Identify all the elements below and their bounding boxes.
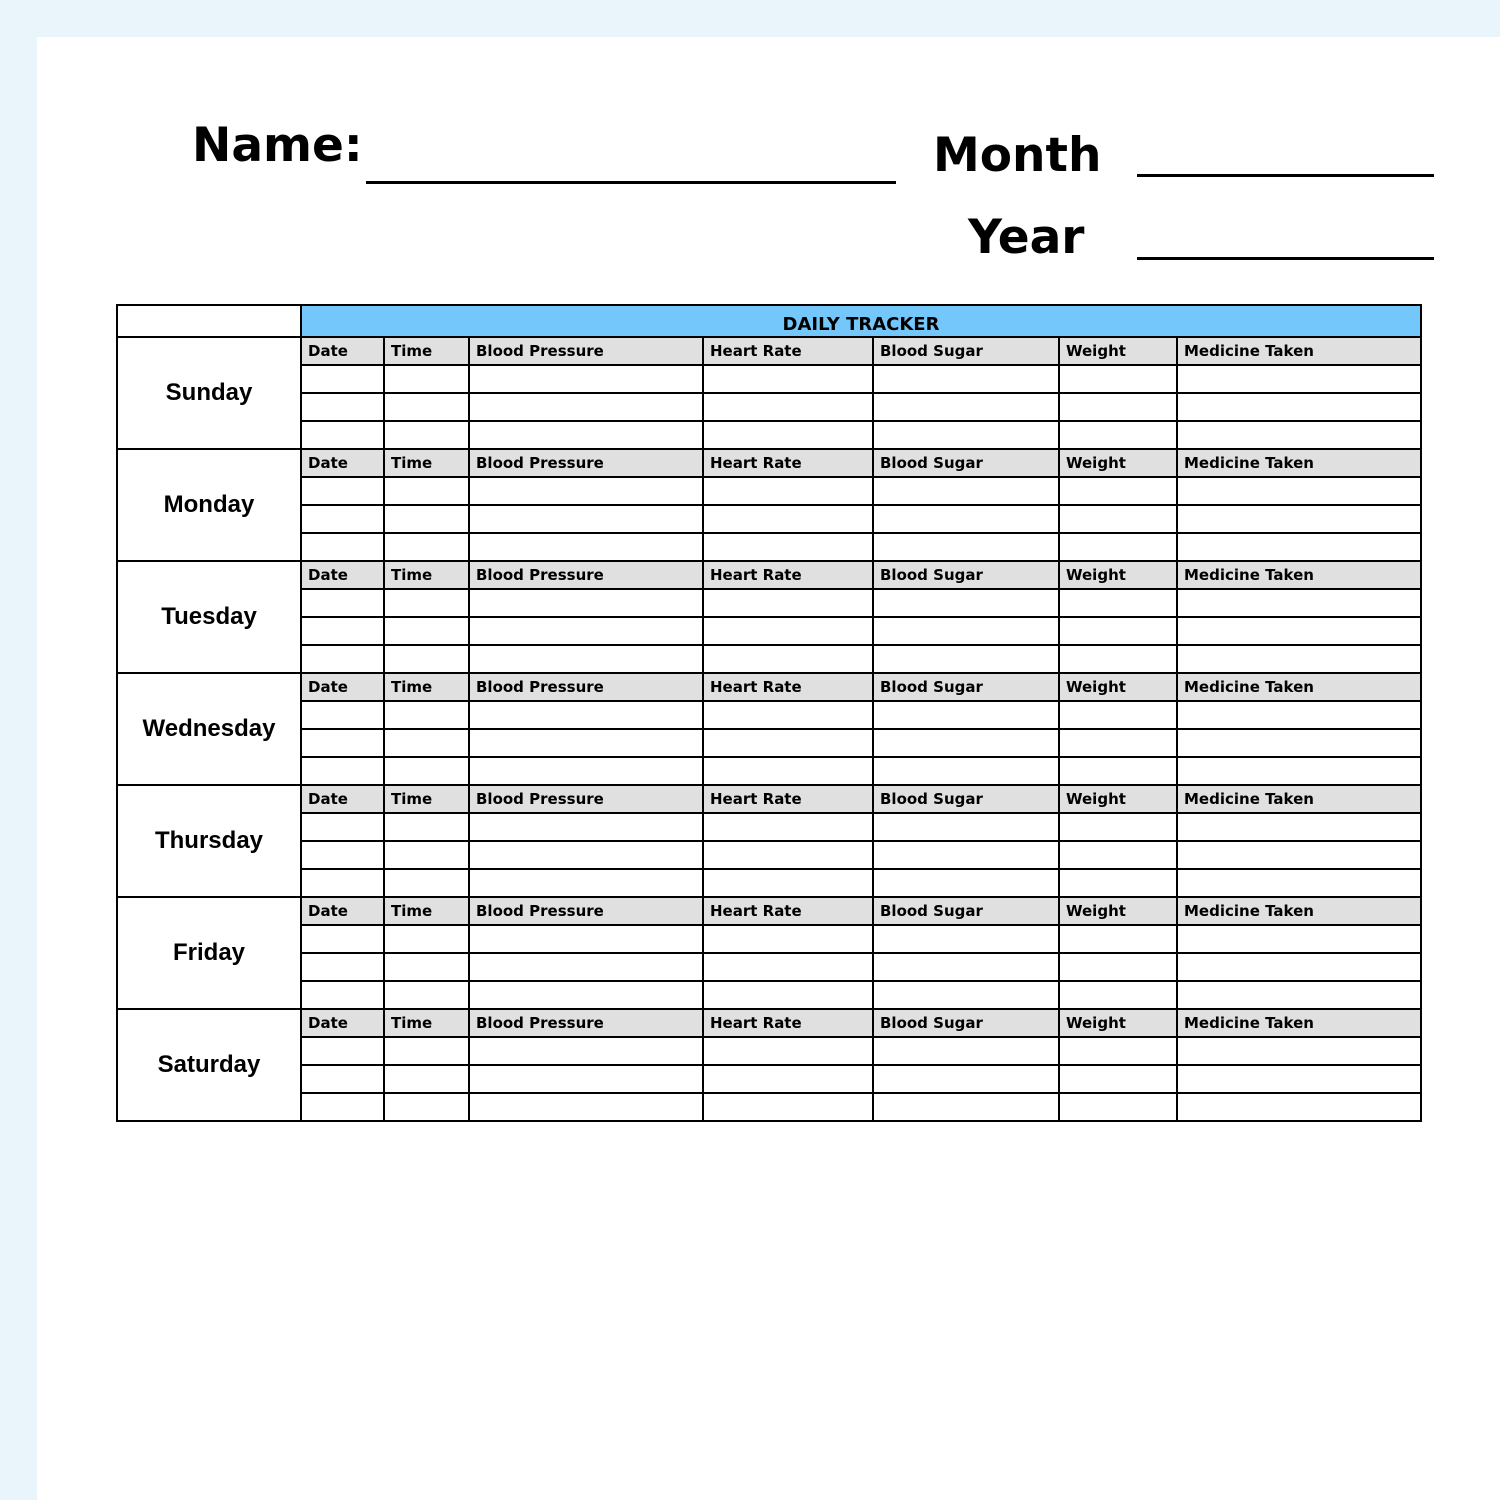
entry-cell-medicine-taken[interactable]: [1177, 701, 1421, 729]
header-row-saturday: [117, 1009, 1421, 1037]
column-header-blood-pressure: Blood Pressure: [469, 785, 703, 813]
column-header-weight: Weight: [1059, 561, 1177, 589]
entry-cell-weight[interactable]: [1059, 953, 1177, 981]
column-header-blood-pressure: Blood Pressure: [469, 897, 703, 925]
header-row-sunday: [117, 337, 1421, 365]
column-header-weight: Weight: [1059, 337, 1177, 365]
entry-cell-medicine-taken[interactable]: [1177, 365, 1421, 393]
entry-cell-time[interactable]: [384, 701, 469, 729]
entry-cell-blood-pressure[interactable]: [469, 505, 703, 533]
entry-cell-blood-pressure[interactable]: [469, 1065, 703, 1093]
entry-cell-medicine-taken[interactable]: [1177, 981, 1421, 1009]
entry-cell-weight[interactable]: [1059, 1065, 1177, 1093]
day-label-sunday: Sunday: [117, 337, 301, 449]
column-header-heart-rate: Heart Rate: [703, 337, 873, 365]
column-header-heart-rate: Heart Rate: [703, 673, 873, 701]
tracker-title-row: [117, 305, 1421, 337]
column-header-medicine-taken: Medicine Taken: [1177, 897, 1421, 925]
entry-cell-blood-pressure[interactable]: [469, 533, 703, 561]
entry-cell-blood-sugar[interactable]: [873, 365, 1059, 393]
entry-cell-blood-pressure[interactable]: [469, 813, 703, 841]
column-header-medicine-taken: Medicine Taken: [1177, 785, 1421, 813]
entry-cell-blood-pressure[interactable]: [469, 1037, 703, 1065]
header-row-thursday: [117, 785, 1421, 813]
entry-cell-heart-rate[interactable]: [703, 813, 873, 841]
entry-cell-medicine-taken[interactable]: [1177, 757, 1421, 785]
corner-cell: [117, 305, 301, 337]
day-label-thursday: Thursday: [117, 785, 301, 897]
entry-row: [117, 841, 1421, 869]
column-header-blood-pressure: Blood Pressure: [469, 561, 703, 589]
entry-cell-medicine-taken[interactable]: [1177, 505, 1421, 533]
column-header-medicine-taken: Medicine Taken: [1177, 561, 1421, 589]
entry-cell-weight[interactable]: [1059, 813, 1177, 841]
name-blank-line[interactable]: [366, 181, 896, 184]
entry-cell-time[interactable]: [384, 925, 469, 953]
day-label-wednesday: Wednesday: [117, 673, 301, 785]
entry-cell-medicine-taken[interactable]: [1177, 869, 1421, 897]
entry-cell-date[interactable]: [301, 953, 384, 981]
column-header-blood-sugar: Blood Sugar: [873, 337, 1059, 365]
entry-cell-heart-rate[interactable]: [703, 953, 873, 981]
column-header-weight: Weight: [1059, 897, 1177, 925]
entry-cell-heart-rate[interactable]: [703, 1037, 873, 1065]
entry-cell-blood-sugar[interactable]: [873, 757, 1059, 785]
entry-cell-blood-pressure[interactable]: [469, 1093, 703, 1121]
entry-cell-heart-rate[interactable]: [703, 645, 873, 673]
column-header-date: Date: [301, 673, 384, 701]
entry-row: [117, 477, 1421, 505]
entry-cell-blood-sugar[interactable]: [873, 981, 1059, 1009]
entry-cell-weight[interactable]: [1059, 617, 1177, 645]
column-header-weight: Weight: [1059, 673, 1177, 701]
header-row-friday: [117, 897, 1421, 925]
entry-cell-date[interactable]: [301, 645, 384, 673]
entry-cell-date[interactable]: [301, 701, 384, 729]
entry-row: [117, 365, 1421, 393]
day-label-tuesday: Tuesday: [117, 561, 301, 673]
entry-cell-weight[interactable]: [1059, 589, 1177, 617]
entry-row: [117, 533, 1421, 561]
header-row-wednesday: [117, 673, 1421, 701]
entry-cell-weight[interactable]: [1059, 841, 1177, 869]
entry-cell-date[interactable]: [301, 505, 384, 533]
column-header-weight: Weight: [1059, 449, 1177, 477]
entry-cell-weight[interactable]: [1059, 477, 1177, 505]
entry-cell-date[interactable]: [301, 617, 384, 645]
entry-cell-heart-rate[interactable]: [703, 589, 873, 617]
column-header-date: Date: [301, 897, 384, 925]
entry-row: [117, 393, 1421, 421]
column-header-date: Date: [301, 1009, 384, 1037]
entry-cell-medicine-taken[interactable]: [1177, 813, 1421, 841]
entry-row: [117, 617, 1421, 645]
entry-cell-time[interactable]: [384, 757, 469, 785]
column-header-weight: Weight: [1059, 785, 1177, 813]
entry-cell-heart-rate[interactable]: [703, 925, 873, 953]
entry-cell-medicine-taken[interactable]: [1177, 1065, 1421, 1093]
entry-cell-heart-rate[interactable]: [703, 393, 873, 421]
entry-cell-medicine-taken[interactable]: [1177, 617, 1421, 645]
entry-cell-blood-pressure[interactable]: [469, 757, 703, 785]
entry-cell-weight[interactable]: [1059, 869, 1177, 897]
entry-cell-blood-pressure[interactable]: [469, 393, 703, 421]
entry-cell-blood-sugar[interactable]: [873, 505, 1059, 533]
column-header-heart-rate: Heart Rate: [703, 561, 873, 589]
header-row-monday: [117, 449, 1421, 477]
entry-cell-medicine-taken[interactable]: [1177, 1037, 1421, 1065]
daily-tracker-table: [116, 304, 1422, 1122]
column-header-blood-pressure: Blood Pressure: [469, 449, 703, 477]
entry-cell-time[interactable]: [384, 981, 469, 1009]
entry-cell-time[interactable]: [384, 1037, 469, 1065]
entry-cell-date[interactable]: [301, 757, 384, 785]
entry-row: [117, 589, 1421, 617]
entry-cell-blood-pressure[interactable]: [469, 925, 703, 953]
day-label-monday: Monday: [117, 449, 301, 561]
column-header-heart-rate: Heart Rate: [703, 1009, 873, 1037]
entry-cell-time[interactable]: [384, 841, 469, 869]
column-header-medicine-taken: Medicine Taken: [1177, 673, 1421, 701]
entry-cell-time[interactable]: [384, 869, 469, 897]
month-blank-line[interactable]: [1137, 174, 1434, 177]
entry-cell-heart-rate[interactable]: [703, 533, 873, 561]
entry-cell-time[interactable]: [384, 729, 469, 757]
entry-row: [117, 645, 1421, 673]
entry-cell-time[interactable]: [384, 393, 469, 421]
column-header-blood-sugar: Blood Sugar: [873, 449, 1059, 477]
entry-cell-medicine-taken[interactable]: [1177, 393, 1421, 421]
entry-cell-heart-rate[interactable]: [703, 701, 873, 729]
entry-cell-date[interactable]: [301, 813, 384, 841]
entry-row: [117, 421, 1421, 449]
entry-cell-heart-rate[interactable]: [703, 421, 873, 449]
entry-cell-blood-sugar[interactable]: [873, 589, 1059, 617]
entry-cell-blood-pressure[interactable]: [469, 421, 703, 449]
entry-cell-blood-pressure[interactable]: [469, 953, 703, 981]
entry-cell-blood-pressure[interactable]: [469, 645, 703, 673]
entry-cell-date[interactable]: [301, 1037, 384, 1065]
entry-cell-blood-sugar[interactable]: [873, 393, 1059, 421]
entry-cell-date[interactable]: [301, 533, 384, 561]
entry-cell-heart-rate[interactable]: [703, 981, 873, 1009]
entry-cell-date[interactable]: [301, 981, 384, 1009]
entry-cell-medicine-taken[interactable]: [1177, 533, 1421, 561]
column-header-blood-pressure: Blood Pressure: [469, 673, 703, 701]
entry-cell-date[interactable]: [301, 1093, 384, 1121]
entry-cell-weight[interactable]: [1059, 421, 1177, 449]
entry-cell-date[interactable]: [301, 393, 384, 421]
entry-row: [117, 953, 1421, 981]
entry-cell-blood-sugar[interactable]: [873, 1093, 1059, 1121]
entry-row: [117, 1037, 1421, 1065]
entry-cell-blood-sugar[interactable]: [873, 617, 1059, 645]
column-header-time: Time: [384, 673, 469, 701]
entry-row: [117, 1065, 1421, 1093]
entry-cell-blood-pressure[interactable]: [469, 477, 703, 505]
entry-cell-heart-rate[interactable]: [703, 477, 873, 505]
column-header-blood-sugar: Blood Sugar: [873, 1009, 1059, 1037]
column-header-medicine-taken: Medicine Taken: [1177, 1009, 1421, 1037]
entry-cell-blood-sugar[interactable]: [873, 645, 1059, 673]
entry-row: [117, 757, 1421, 785]
entry-cell-time[interactable]: [384, 533, 469, 561]
entry-cell-heart-rate[interactable]: [703, 1065, 873, 1093]
entry-cell-date[interactable]: [301, 869, 384, 897]
column-header-date: Date: [301, 337, 384, 365]
column-header-time: Time: [384, 897, 469, 925]
entry-cell-time[interactable]: [384, 477, 469, 505]
entry-cell-medicine-taken[interactable]: [1177, 477, 1421, 505]
entry-cell-time[interactable]: [384, 645, 469, 673]
entry-cell-time[interactable]: [384, 953, 469, 981]
entry-cell-date[interactable]: [301, 477, 384, 505]
entry-cell-medicine-taken[interactable]: [1177, 421, 1421, 449]
entry-cell-medicine-taken[interactable]: [1177, 1093, 1421, 1121]
entry-cell-date[interactable]: [301, 841, 384, 869]
column-header-heart-rate: Heart Rate: [703, 785, 873, 813]
entry-cell-blood-pressure[interactable]: [469, 701, 703, 729]
entry-cell-blood-sugar[interactable]: [873, 841, 1059, 869]
entry-cell-blood-sugar[interactable]: [873, 925, 1059, 953]
entry-cell-weight[interactable]: [1059, 533, 1177, 561]
entry-row: [117, 505, 1421, 533]
entry-cell-blood-pressure[interactable]: [469, 869, 703, 897]
month-label: Month: [933, 128, 1102, 183]
column-header-date: Date: [301, 561, 384, 589]
entry-cell-time[interactable]: [384, 1093, 469, 1121]
entry-cell-medicine-taken[interactable]: [1177, 841, 1421, 869]
entry-cell-blood-pressure[interactable]: [469, 589, 703, 617]
entry-cell-heart-rate[interactable]: [703, 841, 873, 869]
tracker-title: DAILY TRACKER: [301, 305, 1421, 337]
entry-cell-time[interactable]: [384, 365, 469, 393]
entry-cell-medicine-taken[interactable]: [1177, 925, 1421, 953]
entry-cell-weight[interactable]: [1059, 729, 1177, 757]
column-header-blood-sugar: Blood Sugar: [873, 673, 1059, 701]
entry-cell-date[interactable]: [301, 925, 384, 953]
entry-row: [117, 729, 1421, 757]
entry-cell-date[interactable]: [301, 589, 384, 617]
entry-cell-heart-rate[interactable]: [703, 757, 873, 785]
entry-cell-heart-rate[interactable]: [703, 365, 873, 393]
entry-cell-time[interactable]: [384, 421, 469, 449]
entry-cell-medicine-taken[interactable]: [1177, 953, 1421, 981]
entry-cell-weight[interactable]: [1059, 645, 1177, 673]
entry-cell-weight[interactable]: [1059, 1093, 1177, 1121]
entry-cell-date[interactable]: [301, 1065, 384, 1093]
column-header-heart-rate: Heart Rate: [703, 897, 873, 925]
entry-cell-date[interactable]: [301, 421, 384, 449]
header-row-tuesday: [117, 561, 1421, 589]
entry-cell-weight[interactable]: [1059, 1037, 1177, 1065]
entry-cell-blood-pressure[interactable]: [469, 981, 703, 1009]
entry-cell-time[interactable]: [384, 813, 469, 841]
entry-cell-blood-pressure[interactable]: [469, 617, 703, 645]
entry-cell-blood-pressure[interactable]: [469, 365, 703, 393]
entry-cell-blood-sugar[interactable]: [873, 953, 1059, 981]
column-header-medicine-taken: Medicine Taken: [1177, 337, 1421, 365]
entry-cell-time[interactable]: [384, 589, 469, 617]
entry-cell-heart-rate[interactable]: [703, 1093, 873, 1121]
entry-row: [117, 701, 1421, 729]
entry-cell-medicine-taken[interactable]: [1177, 589, 1421, 617]
column-header-heart-rate: Heart Rate: [703, 449, 873, 477]
entry-cell-blood-sugar[interactable]: [873, 477, 1059, 505]
entry-cell-blood-pressure[interactable]: [469, 729, 703, 757]
column-header-date: Date: [301, 449, 384, 477]
entry-row: [117, 981, 1421, 1009]
entry-cell-blood-sugar[interactable]: [873, 869, 1059, 897]
entry-cell-weight[interactable]: [1059, 701, 1177, 729]
name-label: Name:: [192, 118, 363, 173]
entry-cell-weight[interactable]: [1059, 981, 1177, 1009]
entry-cell-weight[interactable]: [1059, 393, 1177, 421]
column-header-weight: Weight: [1059, 1009, 1177, 1037]
entry-cell-blood-sugar[interactable]: [873, 729, 1059, 757]
entry-cell-heart-rate[interactable]: [703, 617, 873, 645]
column-header-blood-pressure: Blood Pressure: [469, 337, 703, 365]
year-label: Year: [968, 210, 1085, 265]
column-header-time: Time: [384, 1009, 469, 1037]
column-header-blood-sugar: Blood Sugar: [873, 561, 1059, 589]
entry-cell-blood-sugar[interactable]: [873, 533, 1059, 561]
entry-cell-time[interactable]: [384, 505, 469, 533]
entry-cell-date[interactable]: [301, 365, 384, 393]
column-header-blood-pressure: Blood Pressure: [469, 1009, 703, 1037]
entry-cell-blood-pressure[interactable]: [469, 841, 703, 869]
entry-row: [117, 869, 1421, 897]
year-blank-line[interactable]: [1137, 257, 1434, 260]
entry-cell-blood-sugar[interactable]: [873, 1065, 1059, 1093]
day-label-friday: Friday: [117, 897, 301, 1009]
day-label-saturday: Saturday: [117, 1009, 301, 1121]
column-header-time: Time: [384, 449, 469, 477]
entry-cell-blood-sugar[interactable]: [873, 813, 1059, 841]
entry-cell-heart-rate[interactable]: [703, 869, 873, 897]
entry-row: [117, 813, 1421, 841]
entry-cell-heart-rate[interactable]: [703, 729, 873, 757]
entry-cell-blood-sugar[interactable]: [873, 1037, 1059, 1065]
entry-cell-medicine-taken[interactable]: [1177, 729, 1421, 757]
column-header-date: Date: [301, 785, 384, 813]
entry-cell-blood-sugar[interactable]: [873, 701, 1059, 729]
entry-row: [117, 925, 1421, 953]
entry-cell-heart-rate[interactable]: [703, 505, 873, 533]
entry-cell-weight[interactable]: [1059, 757, 1177, 785]
column-header-time: Time: [384, 785, 469, 813]
column-header-blood-sugar: Blood Sugar: [873, 785, 1059, 813]
entry-row: [117, 1093, 1421, 1121]
entry-cell-time[interactable]: [384, 1065, 469, 1093]
entry-cell-time[interactable]: [384, 617, 469, 645]
entry-cell-weight[interactable]: [1059, 505, 1177, 533]
entry-cell-blood-sugar[interactable]: [873, 421, 1059, 449]
entry-cell-weight[interactable]: [1059, 365, 1177, 393]
entry-cell-weight[interactable]: [1059, 925, 1177, 953]
column-header-time: Time: [384, 337, 469, 365]
entry-cell-date[interactable]: [301, 729, 384, 757]
column-header-medicine-taken: Medicine Taken: [1177, 449, 1421, 477]
column-header-time: Time: [384, 561, 469, 589]
column-header-blood-sugar: Blood Sugar: [873, 897, 1059, 925]
entry-cell-medicine-taken[interactable]: [1177, 645, 1421, 673]
